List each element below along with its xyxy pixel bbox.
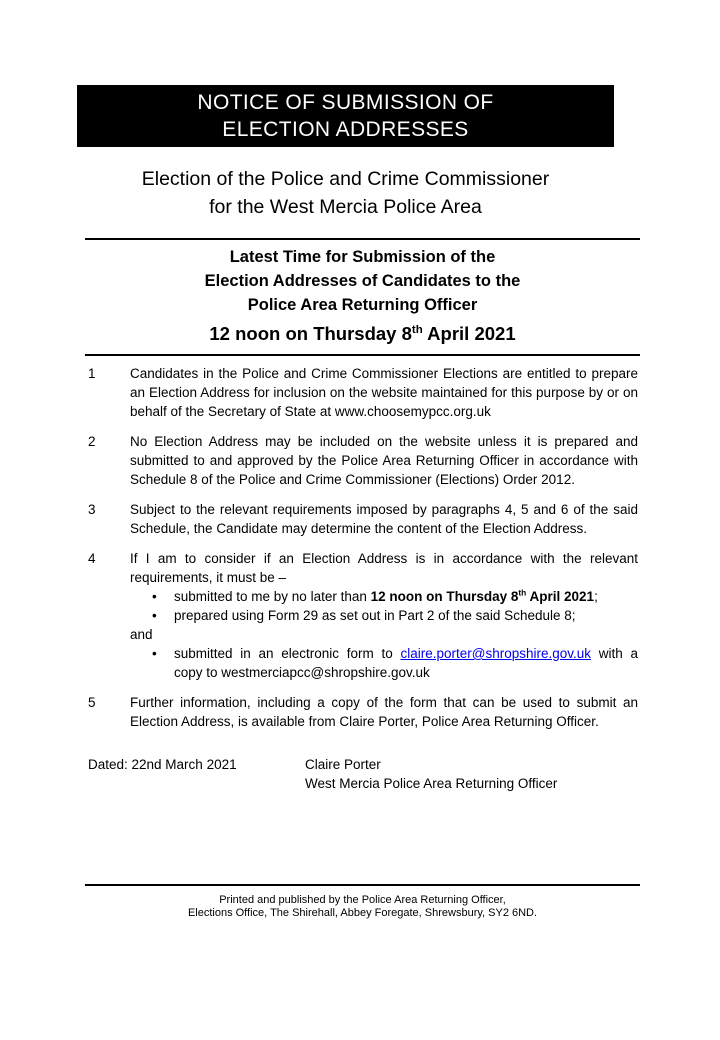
- paragraph-4-number: 4: [88, 551, 96, 566]
- bullet-3-tail: with a copy to westmerciapcc@shropshire.gov.uk: [174, 646, 638, 680]
- bullet-1-deadline-text: 12 noon on Thursday 8: [370, 589, 519, 604]
- bullet-marker-icon: •: [152, 589, 157, 604]
- deadline-datetime-tail: April 2021: [422, 323, 516, 344]
- notice-title-line2: ELECTION ADDRESSES: [222, 118, 469, 141]
- bullet-item-1-text: [174, 587, 638, 606]
- signatory-block: [305, 755, 638, 793]
- bullet-marker-icon: •: [152, 608, 157, 623]
- bullet-item-3: [152, 644, 638, 682]
- dated-signature-block: [88, 755, 638, 793]
- election-subtitle: [77, 166, 614, 221]
- paragraph-2: [88, 432, 638, 489]
- deadline-datetime-text: 12 noon on Thursday 8: [209, 323, 412, 344]
- bullet-1-lead: submitted to me by no later than: [174, 589, 371, 604]
- paragraph-1: [88, 364, 638, 421]
- paragraph-5-number: 5: [88, 695, 96, 710]
- election-subtitle-line2: for the West Mercia Police Area: [209, 195, 482, 218]
- paragraph-4: [88, 549, 638, 682]
- notice-title-banner: [77, 85, 614, 147]
- bullet-1-ordinal-suffix: th: [518, 587, 527, 598]
- bullet-1-deadline-tail: April 2021: [526, 589, 595, 604]
- paragraph-3-number: 3: [88, 502, 96, 517]
- paragraph-5-text: Further information, including a copy of the form that can be used to submit an Election Address, is available from Claire Porter, Police Area Returning Officer.: [130, 695, 638, 729]
- paragraph-2-number: 2: [88, 434, 96, 449]
- imprint-footer: [85, 884, 640, 920]
- deadline-ordinal-suffix: th: [411, 323, 423, 336]
- imprint-line2: Elections Office, The Shirehall, Abbey Foregate, Shrewsbury, SY2 6ND.: [187, 907, 538, 919]
- bullet-1-punctuation: ;: [594, 589, 598, 604]
- signatory-name: Claire Porter: [305, 757, 381, 772]
- paragraph-2-text: No Election Address may be included on the website unless it is prepared and submitted to and approved by the Police Area Returning Officer in accordance with Schedule 8 of the Police and Crime Commissioner (Elections) Order 2012.: [130, 434, 638, 487]
- email-link[interactable]: claire.porter@shropshire.gov.uk: [400, 646, 592, 661]
- deadline-box: [85, 238, 640, 356]
- paragraph-1-number: 1: [88, 366, 96, 381]
- deadline-box-line2: Election Addresses of Candidates to the: [204, 272, 521, 290]
- dated-label: Dated: 22nd March 2021: [88, 757, 237, 772]
- notice-title-line1: NOTICE OF SUBMISSION OF: [197, 91, 494, 114]
- bullet-item-3-text: [174, 644, 638, 682]
- bullet-3-lead: submitted in an electronic form to: [174, 646, 401, 661]
- signatory-title: West Mercia Police Area Returning Officer: [305, 776, 558, 791]
- bullet-marker-icon: •: [152, 646, 157, 661]
- bullet-item-2-text: prepared using Form 29 as set out in Part 2 of the said Schedule 8;: [174, 608, 576, 623]
- paragraph-3-text: Subject to the relevant requirements imposed by paragraphs 4, 5 and 6 of the said Schedule, the Candidate may determine the content of the Election Address.: [130, 502, 638, 536]
- and-connector-text: and: [130, 627, 153, 642]
- deadline-box-line3: Police Area Returning Officer: [247, 296, 478, 314]
- deadline-datetime: [85, 321, 640, 346]
- imprint-line1: Printed and published by the Police Area Returning Officer,: [219, 894, 506, 906]
- paragraph-3: [88, 500, 638, 538]
- bullet-item-2: [152, 606, 638, 625]
- bullet-item-1: [152, 587, 638, 606]
- paragraph-1-text: Candidates in the Police and Crime Commissioner Elections are entitled to prepare an Election Address for inclusion on the website maintained for this purpose by or on behalf of the Secretary of State at www.choosemypcc.org.uk: [130, 366, 638, 419]
- paragraph-5: [88, 693, 638, 731]
- paragraph-4-body: [130, 549, 638, 682]
- election-subtitle-line1: Election of the Police and Crime Commissioner: [141, 168, 550, 190]
- bullet-1-deadline-bold: [371, 589, 594, 604]
- paragraph-4-intro: If I am to consider if an Election Address is in accordance with the relevant requirements, it must be –: [130, 551, 638, 585]
- notice-body: [88, 364, 638, 793]
- deadline-box-line1: Latest Time for Submission of the: [229, 248, 496, 266]
